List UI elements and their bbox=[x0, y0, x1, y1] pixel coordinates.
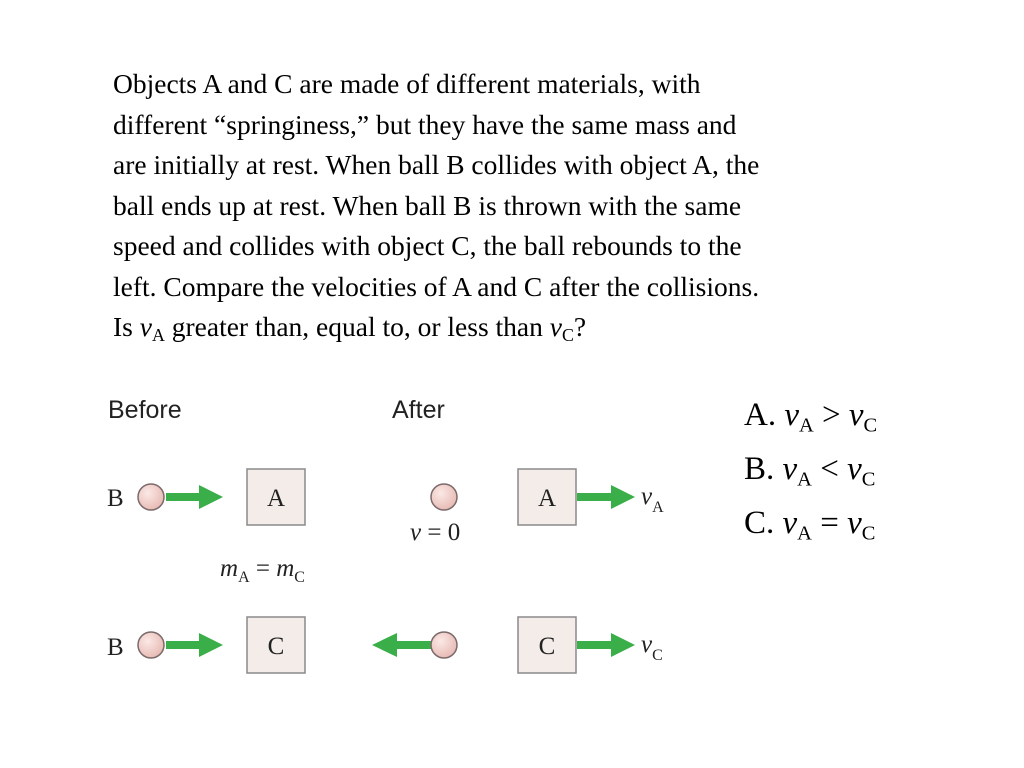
velocity-subscript: C bbox=[863, 414, 878, 437]
question-line: Objects A and C are made of different materials, with bbox=[113, 68, 701, 99]
velocity-symbol: v bbox=[848, 397, 864, 433]
ball-b bbox=[138, 484, 164, 510]
comparison-operator: = bbox=[811, 505, 848, 541]
velocity-symbol: v bbox=[410, 519, 422, 546]
velocity-subscript: A bbox=[799, 414, 814, 437]
velocity-subscript: C bbox=[561, 325, 574, 345]
ball-b-at-rest bbox=[431, 484, 457, 510]
velocity-subscript: C bbox=[652, 647, 663, 664]
mass-symbol: m bbox=[276, 555, 295, 582]
velocity-subscript: A bbox=[652, 499, 664, 516]
green-arrow-right bbox=[577, 633, 635, 657]
before-label: Before bbox=[108, 396, 182, 424]
green-arrow-right bbox=[577, 485, 635, 509]
velocity-subscript: C bbox=[861, 522, 876, 545]
comparison-operator: < bbox=[811, 451, 848, 487]
question-fragment: ? bbox=[573, 311, 587, 342]
velocity-symbol: v bbox=[784, 397, 799, 433]
object-a-label: A bbox=[537, 485, 557, 512]
question-fragment: Is bbox=[113, 311, 140, 342]
velocity-symbol: v bbox=[847, 451, 862, 487]
velocity-subscript: A bbox=[151, 325, 165, 345]
after-label: After bbox=[392, 396, 445, 424]
ball-b-rebounding bbox=[431, 632, 457, 658]
velocity-c-label bbox=[641, 631, 663, 664]
question-line: ball ends up at rest. When ball B is thrown with the same bbox=[113, 189, 742, 221]
velocity-subscript: A bbox=[797, 468, 812, 491]
mass-subscript: A bbox=[238, 569, 250, 586]
answer-choice-a[interactable] bbox=[744, 388, 877, 442]
velocity-subscript: C bbox=[861, 468, 876, 491]
velocity-symbol: v bbox=[549, 311, 562, 342]
object-a-label: A bbox=[266, 485, 286, 512]
object-c-label: C bbox=[267, 633, 285, 660]
answer-choices bbox=[744, 388, 877, 550]
question-line: different “springiness,” but they have the same mass and bbox=[113, 108, 737, 140]
choice-letter: C. bbox=[744, 505, 783, 541]
comparison-operator: > bbox=[813, 397, 849, 433]
mass-subscript: C bbox=[294, 569, 305, 586]
equals-sign: = bbox=[249, 555, 277, 582]
green-arrow-right bbox=[166, 485, 223, 509]
answer-choice-c[interactable] bbox=[744, 496, 877, 550]
ball-b-label: B bbox=[107, 485, 124, 512]
velocity-symbol: v bbox=[782, 451, 798, 487]
velocity-symbol: v bbox=[139, 311, 152, 342]
choice-letter: A. bbox=[744, 397, 785, 433]
question-line: speed and collides with object C, the ball rebounds to the bbox=[113, 230, 742, 261]
velocity-a-label bbox=[641, 483, 664, 516]
velocity-subscript: A bbox=[797, 522, 812, 545]
question-fragment: greater than, equal to, or less than bbox=[164, 311, 550, 342]
question-line: are initially at rest. When ball B collides with object A, the bbox=[113, 149, 760, 180]
velocity-symbol: v bbox=[782, 505, 798, 541]
mass-symbol: m bbox=[220, 555, 239, 582]
object-c-label: C bbox=[538, 633, 556, 660]
rest-value: = 0 bbox=[421, 519, 461, 546]
mass-relation bbox=[220, 555, 305, 586]
answer-choice-b[interactable] bbox=[744, 442, 877, 496]
question-line: left. Compare the velocities of A and C after the collisions. bbox=[113, 270, 760, 302]
velocity-symbol: v bbox=[847, 505, 862, 541]
ball-b-label: B bbox=[107, 634, 124, 661]
choice-letter: B. bbox=[744, 451, 783, 487]
velocity-symbol: v bbox=[641, 631, 653, 658]
rest-velocity-label bbox=[410, 519, 460, 546]
ball-b bbox=[138, 632, 164, 658]
green-arrow-right bbox=[166, 633, 223, 657]
green-arrow-left bbox=[372, 633, 431, 657]
velocity-symbol: v bbox=[641, 483, 653, 510]
